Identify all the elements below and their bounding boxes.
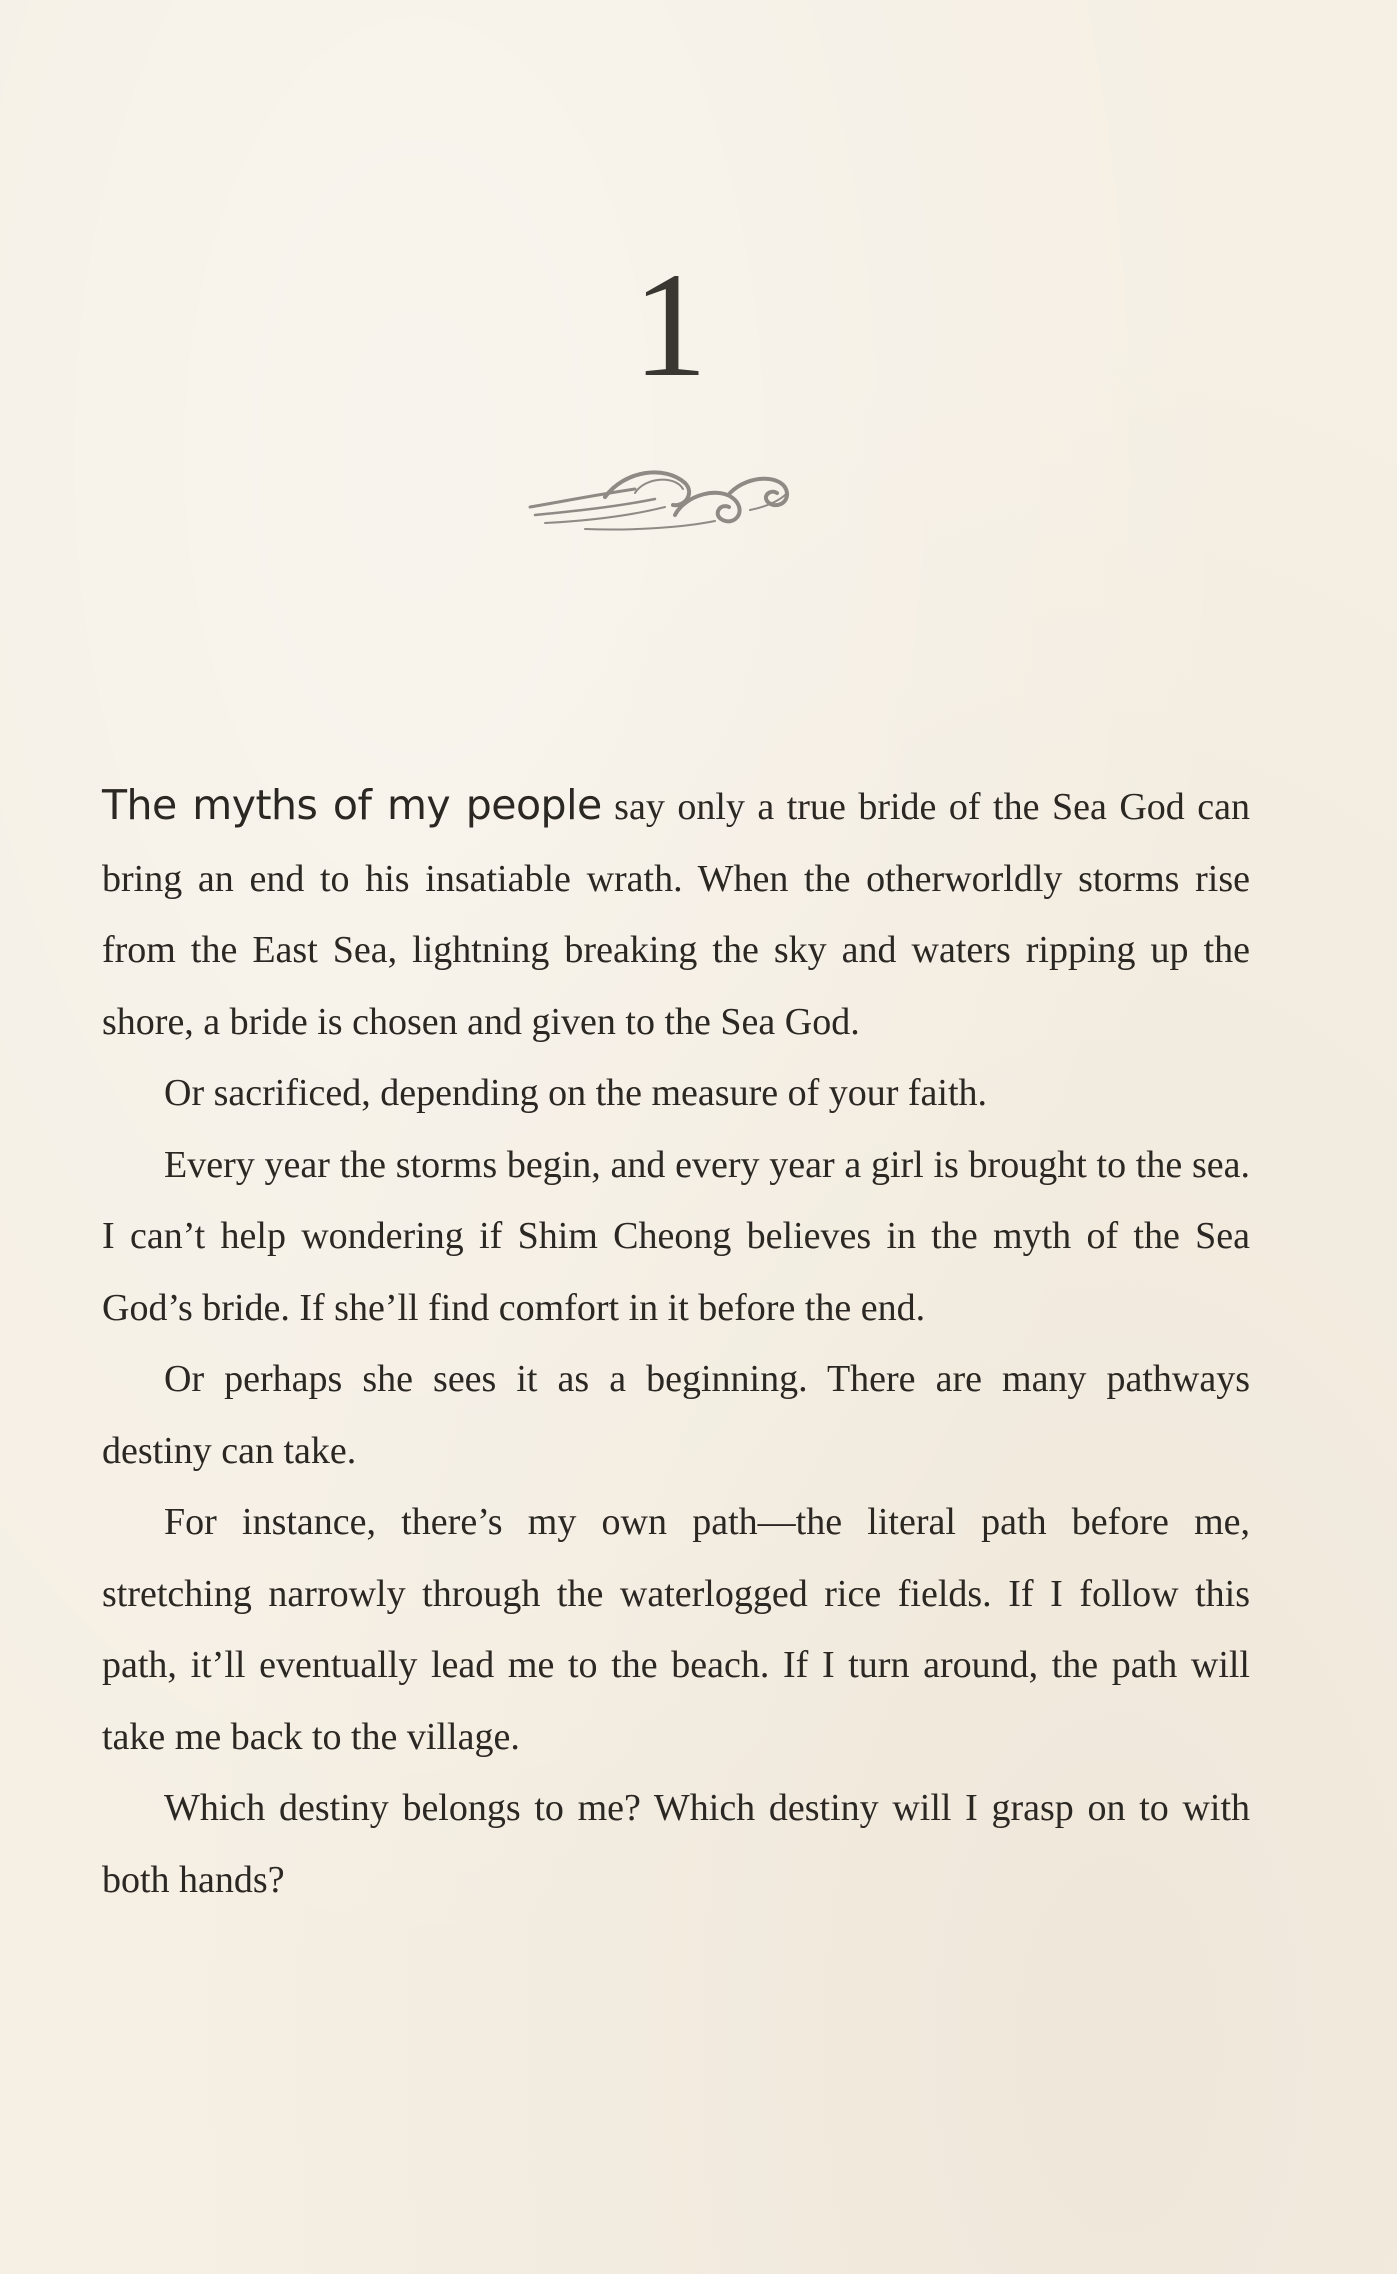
chapter-text [102,770,1250,1916]
wave-flourish-icon [525,455,805,545]
chapter-number: 1 [632,242,708,408]
paragraph: For instance, there’s my own path—the literal path before me, stretching narrowly through the waterlogged rice fields. If I follow this path, it’ll eventually lead me to the beach. If I turn around, the path will take me back to the village. [102,1501,1250,1758]
paragraph: Or perhaps she sees it as a beginning. There are many pathways destiny can take. [102,1358,1250,1472]
paragraph-text: say only a true bride of the Sea God can bring an end to his insatiable wrath. When the otherworldly storms rise from the East Sea, lightning breaking the sky and waters ripping up the shore, a bride is chosen and given to the Sea God. [102,786,1250,1043]
paragraph: Every year the storms begin, and every year a girl is brought to the sea. I can’t help wondering if Shim Cheong believes in the myth of the Sea God’s bride. If she’ll find comfort in it before the end. [102,1143,1250,1329]
paragraph: Or sacrificed, depending on the measure of your faith. [164,1072,988,1114]
lead-in-text: The myths of my people [102,781,602,829]
paragraph: Which destiny belongs to me? Which destiny will I grasp on to with both hands? [102,1787,1250,1901]
paragraph [102,770,1250,1058]
